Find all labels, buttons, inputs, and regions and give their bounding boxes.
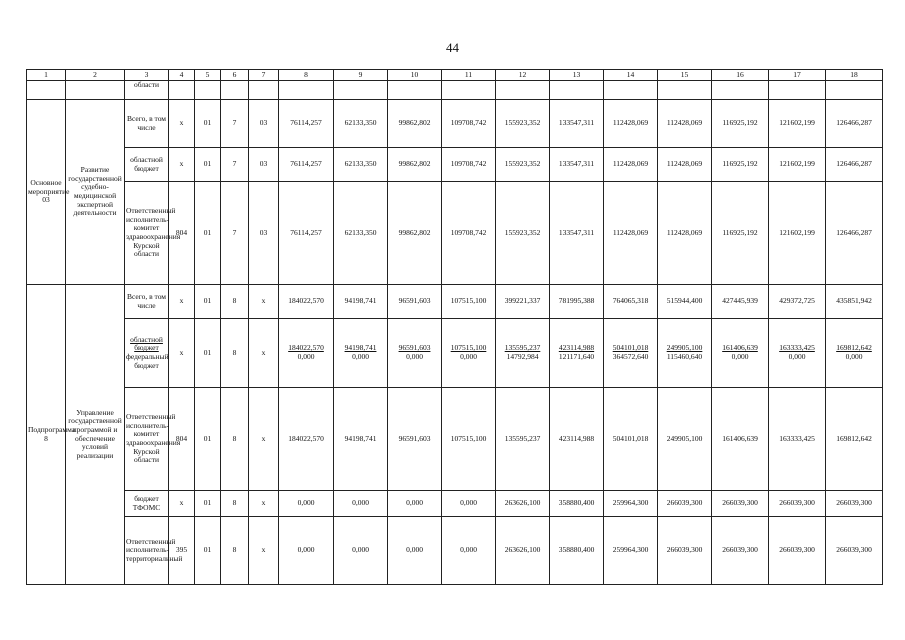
value-cell: 0,000 (442, 517, 496, 585)
column-number: 4 (169, 70, 195, 81)
value-cell: 0,000 (388, 517, 442, 585)
value-cell: 76114,257 (279, 148, 334, 182)
regional-value: 163333,425 (779, 343, 815, 353)
code-cell: 8 (221, 491, 249, 517)
table-row (27, 81, 883, 100)
value-cell: 107515,100 (442, 388, 496, 491)
column-number: 7 (249, 70, 279, 81)
regional-value: 184022,570 (288, 343, 324, 353)
budget-table (26, 69, 883, 585)
code-cell: 01 (195, 319, 221, 388)
value-cell: 62133,350 (334, 100, 388, 148)
value-cell: 116925,192 (712, 182, 769, 285)
value-cell: 249905,100 (658, 388, 712, 491)
column-number: 10 (388, 70, 442, 81)
value-cell: 266039,300 (658, 491, 712, 517)
federal-value: 0,000 (460, 352, 477, 361)
value-cell: 116925,192 (712, 148, 769, 182)
federal-value: 0,000 (406, 352, 423, 361)
value-cell: 0,000 (334, 491, 388, 517)
value-cell-stack (442, 319, 496, 388)
value-cell: 112428,069 (604, 148, 658, 182)
value-cell: 0,000 (279, 517, 334, 585)
value-cell-stack (550, 319, 604, 388)
code-cell: 804 (169, 388, 195, 491)
value-cell: 259964,300 (604, 491, 658, 517)
code-cell: 8 (221, 319, 249, 388)
row-label: Ответственный исполнитель-территориальный (125, 517, 169, 585)
federal-value: 0,000 (845, 352, 863, 361)
table-row (27, 388, 883, 491)
code-cell: 8 (221, 388, 249, 491)
value-cell: 99862,802 (388, 148, 442, 182)
value-cell: 0,000 (279, 491, 334, 517)
code-cell: 8 (221, 285, 249, 319)
code-cell: х (169, 285, 195, 319)
value-cell-stack (712, 319, 769, 388)
regional-value: 423114,988 (558, 343, 595, 353)
table-row (27, 491, 883, 517)
table-row (27, 319, 883, 388)
value-cell: 266039,300 (658, 517, 712, 585)
value-cell: 135595,237 (496, 388, 550, 491)
code-cell: х (249, 388, 279, 491)
column-number: 6 (221, 70, 249, 81)
column-number: 13 (550, 70, 604, 81)
code-cell: 01 (195, 491, 221, 517)
value-cell: 133547,311 (550, 182, 604, 285)
value-cell: 0,000 (388, 491, 442, 517)
regional-value: 169812,642 (836, 343, 872, 353)
column-number: 14 (604, 70, 658, 81)
code-cell: х (169, 491, 195, 517)
column-number: 15 (658, 70, 712, 81)
value-cell-stack (334, 319, 388, 388)
value-cell: 504101,018 (604, 388, 658, 491)
code-cell: 01 (195, 285, 221, 319)
value-cell: 112428,069 (658, 100, 712, 148)
regional-value: 135595,237 (504, 343, 541, 353)
column-number: 16 (712, 70, 769, 81)
cell-empty (66, 81, 125, 100)
code-cell: х (169, 100, 195, 148)
value-cell: 266039,300 (712, 491, 769, 517)
value-cell: 96591,603 (388, 388, 442, 491)
value-cell: 76114,257 (279, 182, 334, 285)
value-cell: 263626,100 (496, 491, 550, 517)
value-cell: 0,000 (334, 517, 388, 585)
value-cell: 0,000 (442, 491, 496, 517)
value-cell-stack (388, 319, 442, 388)
value-cell-stack (496, 319, 550, 388)
code-cell: 01 (195, 388, 221, 491)
value-cell: 109708,742 (442, 182, 496, 285)
column-number: 1 (27, 70, 66, 81)
table-row (27, 285, 883, 319)
regional-value: 107515,100 (450, 343, 487, 353)
value-cell: 121602,199 (769, 100, 826, 148)
federal-value: 0,000 (352, 352, 369, 361)
table-row (27, 100, 883, 148)
value-cell: 163333,425 (769, 388, 826, 491)
column-number-row (27, 70, 883, 81)
code-cell: х (169, 319, 195, 388)
value-cell: 116925,192 (712, 100, 769, 148)
value-cell: 266039,300 (769, 491, 826, 517)
value-cell: 266039,300 (769, 517, 826, 585)
value-cell: 112428,069 (658, 182, 712, 285)
federal-value: 0,000 (731, 352, 749, 361)
cell-continued-label: области (125, 81, 169, 100)
value-cell: 358880,400 (550, 517, 604, 585)
column-number: 17 (769, 70, 826, 81)
code-cell: 7 (221, 182, 249, 285)
value-cell-stack (769, 319, 826, 388)
code-cell: 03 (249, 100, 279, 148)
value-cell: 764065,318 (604, 285, 658, 319)
regional-value: 94198,741 (344, 343, 377, 353)
cell-empty (27, 81, 66, 100)
value-cell: 94198,741 (334, 388, 388, 491)
row-label: Ответственный исполнитель-комитет здравоохранения Курской области (125, 388, 169, 491)
federal-value: 115460,640 (666, 352, 703, 361)
federal-value: 364572,640 (612, 352, 649, 361)
value-cell-stack (604, 319, 658, 388)
code-cell: 03 (249, 182, 279, 285)
value-cell: 266039,300 (712, 517, 769, 585)
row-label: бюджет ТФОМС (125, 491, 169, 517)
value-cell: 263626,100 (496, 517, 550, 585)
value-cell: 358880,400 (550, 491, 604, 517)
row-label: Ответственный исполнитель-комитет здравоохранения Курской области (125, 182, 169, 285)
code-cell: 7 (221, 148, 249, 182)
regional-value: 161406,639 (722, 343, 758, 353)
regional-value: 504101,018 (612, 343, 649, 353)
measure-code: Основное мероприятие 03 (27, 100, 66, 285)
table-row (27, 182, 883, 285)
federal-value: 121171,640 (558, 352, 595, 361)
regional-value: 96591,603 (398, 343, 431, 353)
value-cell: 109708,742 (442, 100, 496, 148)
regional-budget-label: областной бюджет (130, 334, 163, 353)
value-cell: 126466,287 (826, 182, 883, 285)
federal-value: 14792,984 (506, 352, 539, 361)
code-cell: х (249, 319, 279, 388)
page-number: 44 (446, 40, 459, 55)
value-cell: 155923,352 (496, 148, 550, 182)
value-cell: 781995,388 (550, 285, 604, 319)
code-cell: 804 (169, 182, 195, 285)
row-label: Всего, в том числе (125, 100, 169, 148)
value-cell: 266039,300 (826, 491, 883, 517)
value-cell: 161406,639 (712, 388, 769, 491)
value-cell: 109708,742 (442, 148, 496, 182)
column-number: 8 (279, 70, 334, 81)
regional-value: 249905,100 (666, 343, 703, 353)
federal-value: 0,000 (297, 352, 315, 361)
code-cell: 01 (195, 148, 221, 182)
value-cell: 266039,300 (826, 517, 883, 585)
code-cell: х (249, 517, 279, 585)
value-cell: 259964,300 (604, 517, 658, 585)
subprogram-name: Управление государственной программой и обеспечение условий реализации (66, 285, 125, 585)
code-cell: 01 (195, 182, 221, 285)
value-cell: 133547,311 (550, 148, 604, 182)
value-cell: 112428,069 (604, 182, 658, 285)
table-row (27, 148, 883, 182)
column-number: 9 (334, 70, 388, 81)
value-cell: 427445,939 (712, 285, 769, 319)
column-number: 2 (66, 70, 125, 81)
value-cell: 112428,069 (604, 100, 658, 148)
measure-name: Развитие государственной судебно-медицинской экспертной деятельности (66, 100, 125, 285)
column-number: 5 (195, 70, 221, 81)
table-body (27, 70, 883, 585)
federal-value: 0,000 (788, 352, 806, 361)
federal-budget-label: федеральный бюджет (126, 352, 169, 370)
code-cell: 03 (249, 148, 279, 182)
column-number: 18 (826, 70, 883, 81)
column-number: 3 (125, 70, 169, 81)
value-cell: 62133,350 (334, 148, 388, 182)
code-cell: 7 (221, 100, 249, 148)
value-cell-stack (826, 319, 883, 388)
value-cell: 184022,570 (279, 388, 334, 491)
value-cell: 435851,942 (826, 285, 883, 319)
value-cell-stack (658, 319, 712, 388)
row-label: Всего, в том числе (125, 285, 169, 319)
value-cell: 399221,337 (496, 285, 550, 319)
row-label: областной бюджет (125, 148, 169, 182)
value-cell: 423114,988 (550, 388, 604, 491)
value-cell: 133547,311 (550, 100, 604, 148)
value-cell: 121602,199 (769, 182, 826, 285)
value-cell: 96591,603 (388, 285, 442, 319)
table-row (27, 517, 883, 585)
value-cell: 126466,287 (826, 148, 883, 182)
code-cell: 395 (169, 517, 195, 585)
value-cell: 155923,352 (496, 100, 550, 148)
value-cell: 429372,725 (769, 285, 826, 319)
value-cell: 76114,257 (279, 100, 334, 148)
value-cell: 112428,069 (658, 148, 712, 182)
value-cell: 515944,400 (658, 285, 712, 319)
value-cell: 62133,350 (334, 182, 388, 285)
code-cell: 01 (195, 100, 221, 148)
value-cell: 121602,199 (769, 148, 826, 182)
row-label-stack (125, 319, 169, 388)
value-cell: 107515,100 (442, 285, 496, 319)
column-number: 12 (496, 70, 550, 81)
code-cell: х (249, 491, 279, 517)
value-cell: 99862,802 (388, 100, 442, 148)
column-number: 11 (442, 70, 496, 81)
code-cell: 01 (195, 517, 221, 585)
value-cell: 126466,287 (826, 100, 883, 148)
value-cell-stack (279, 319, 334, 388)
value-cell: 94198,741 (334, 285, 388, 319)
value-cell: 99862,802 (388, 182, 442, 285)
code-cell: х (249, 285, 279, 319)
value-cell: 169812,642 (826, 388, 883, 491)
value-cell: 155923,352 (496, 182, 550, 285)
subprogram-code: Подпрограмма 8 (27, 285, 66, 585)
value-cell: 184022,570 (279, 285, 334, 319)
code-cell: х (169, 148, 195, 182)
code-cell: 8 (221, 517, 249, 585)
